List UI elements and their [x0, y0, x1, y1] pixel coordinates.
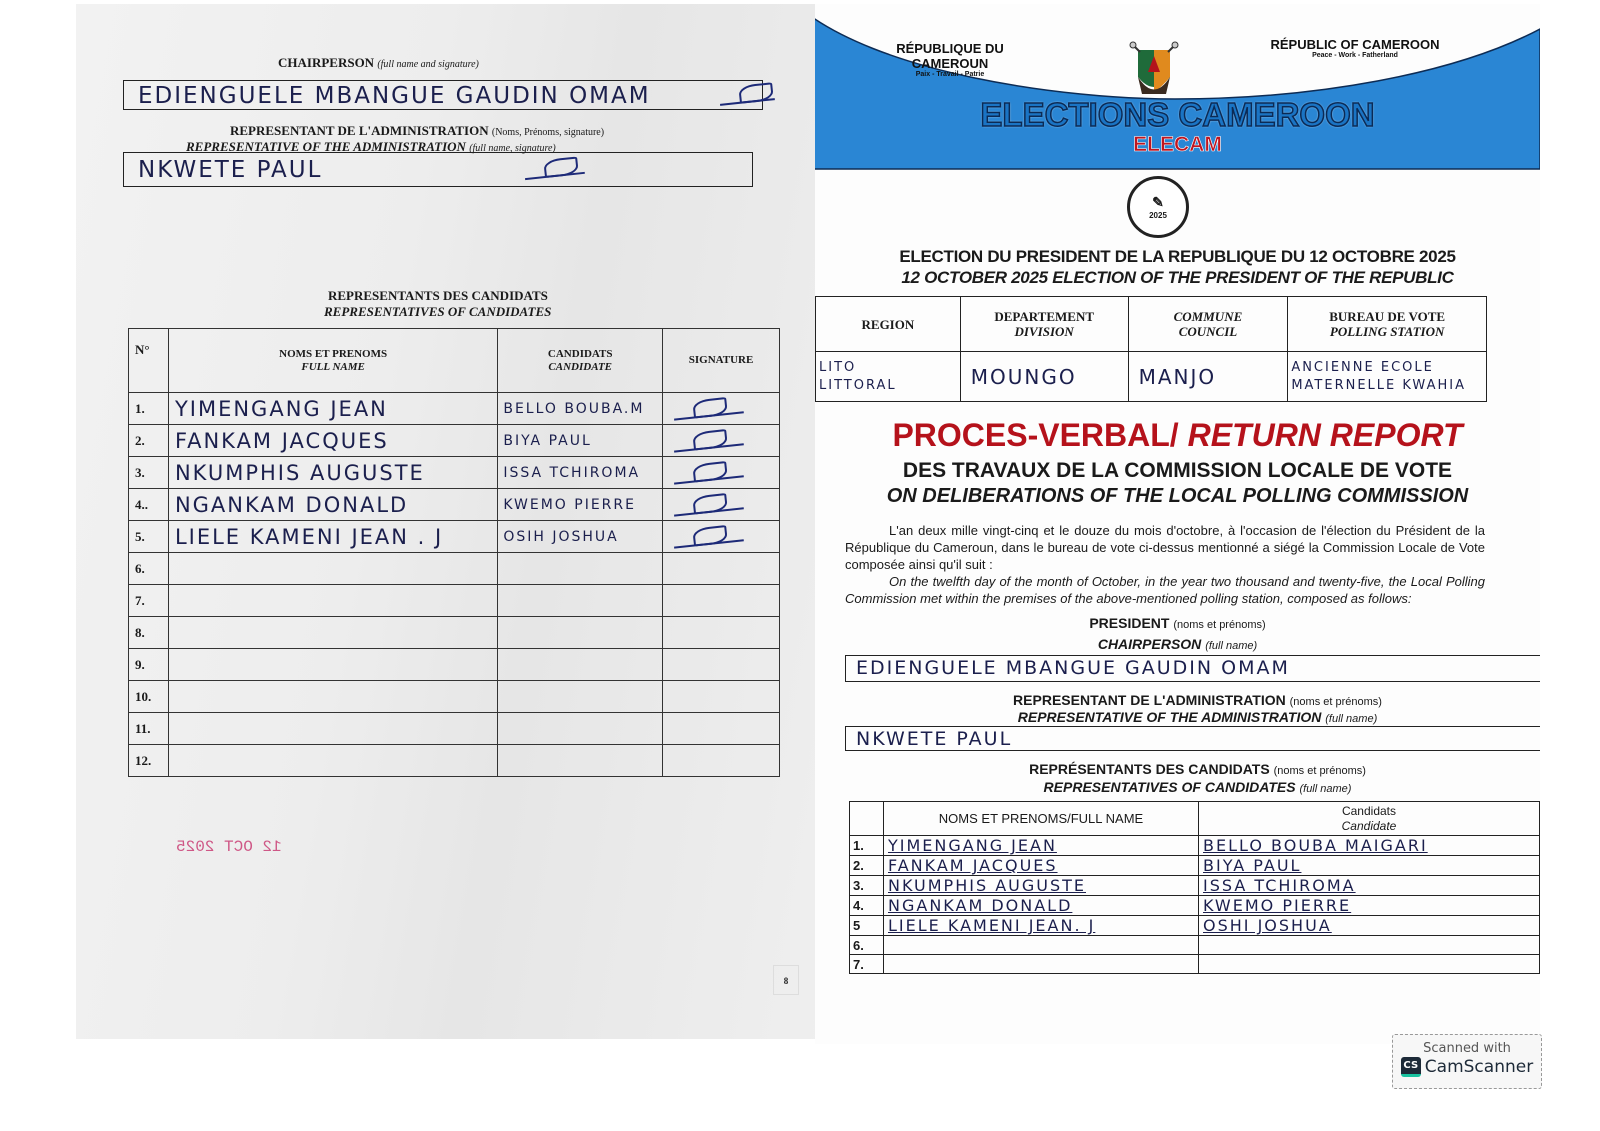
org-acronym: ELECAM — [1133, 133, 1222, 156]
header-name: NOMS ET PRENOMS FULL NAME — [168, 329, 497, 393]
signature-mark — [672, 489, 744, 516]
intro-fr: L'an deux mille vingt-cinq et le douze du mois d'octobre, à l'occasion de l'élection du Président de la République du Cameroun, dans le bureau de vote ci-dessus mentionné a siégé la Commission Locale de Vote composée ainsi qu'il suit : — [845, 523, 1485, 572]
president-label-fr: PRESIDENT (noms et prénoms) — [1089, 615, 1266, 631]
chairperson-label: CHAIRPERSON (full name and signature) — [278, 55, 479, 70]
rep-name: NGANKAM DONALD — [174, 492, 409, 517]
rep-name: NKUMPHIS AUGUSTE — [888, 876, 1086, 895]
candidates-reps-title-fr: REPRÉSENTANTS DES CANDIDATS (noms et prénoms) — [1029, 761, 1366, 777]
candidates-reps-table — [128, 328, 780, 777]
admin-rep-label-en: REPRESENTATIVE OF THE ADMINISTRATION (full name) — [1017, 709, 1378, 725]
table-row: 2. FANKAM JACQUES BIYA PAUL — [850, 856, 1540, 876]
candidates-reps-title-en: REPRESENTATIVES OF CANDIDATES — [324, 304, 552, 319]
admin-rep-field[interactable] — [123, 152, 753, 187]
report-subtitle-fr: DES TRAVAUX DE LA COMMISSION LOCALE DE VOTE — [902, 459, 1453, 482]
table-row: 8. — [129, 617, 780, 649]
candidate-name: ISSA TCHIROMA — [503, 464, 641, 481]
region-value: LITO LITTORAL — [816, 352, 961, 402]
rep-name: FANKAM JACQUES — [174, 428, 389, 453]
table-row: 1. YIMENGANG JEAN BELLO BOUBA MAIGARI — [850, 836, 1540, 856]
admin-rep-label-fr: REPRESENTANT DE L'ADMINISTRATION (Noms, Prénoms, signature) — [230, 123, 605, 138]
candidate-name: KWEMO PIERRE — [503, 496, 636, 513]
table-row: 5 LIELE KAMENI JEAN. J OSHI JOSHUA — [850, 916, 1540, 936]
signature-mark — [672, 425, 744, 452]
header-polling-station: BUREAU DE VOTE POLLING STATION — [1288, 297, 1487, 352]
camscanner-watermark: Scanned with CS CamScanner — [1392, 1034, 1542, 1089]
table-row: 3. NKUMPHIS AUGUSTE ISSA TCHIROMA — [129, 457, 780, 489]
rep-name: YIMENGANG JEAN — [174, 396, 388, 421]
table-row: 9. — [129, 649, 780, 681]
table-row — [816, 352, 1487, 402]
president-value: EDIENGUELE MBANGUE GAUDIN OMAM — [856, 657, 1290, 679]
admin-rep-value: NKWETE PAUL — [856, 728, 1013, 750]
admin-rep-label-fr: REPRESENTANT DE L'ADMINISTRATION (noms et prénoms) — [1013, 692, 1382, 708]
country-fr: RÉPUBLIQUE DU CAMEROUN Paix - Travail - Patrie — [896, 41, 1004, 78]
table-row: 2. FANKAM JACQUES BIYA PAUL — [129, 425, 780, 457]
president-field[interactable] — [845, 655, 1540, 682]
rep-name: YIMENGANG JEAN — [888, 836, 1057, 855]
header-signature: SIGNATURE — [663, 329, 780, 393]
table-row: 3. NKUMPHIS AUGUSTE ISSA TCHIROMA — [850, 876, 1540, 896]
table-row: 12. — [129, 745, 780, 777]
division-value: MOUNGO — [960, 352, 1128, 402]
header-division: DEPARTEMENT DIVISION — [960, 297, 1128, 352]
table-row: 6. — [129, 553, 780, 585]
candidates-reps-title-en: REPRESENTATIVES OF CANDIDATES (full name) — [1043, 779, 1352, 795]
report-subtitle-en: ON DELIBERATIONS OF THE LOCAL POLLING COMMISSION — [886, 485, 1469, 507]
candidate-name: BELLO BOUBA.M — [503, 400, 645, 417]
header-region: REGION — [816, 297, 961, 352]
rep-name: LIELE KAMENI JEAN . J — [174, 524, 444, 549]
signature-mark — [523, 154, 585, 180]
org-name: ELECTIONS CAMEROON — [980, 96, 1375, 133]
admin-rep-value: NKWETE PAUL — [138, 157, 323, 183]
country-en: RÉPUBLIC OF CAMEROON Peace - Work - Fatherland — [1270, 37, 1440, 59]
right-page — [815, 4, 1540, 1044]
table-row: 10. — [129, 681, 780, 713]
intro-en: On the twelfth day of the month of October, in the year two thousand and twenty-five, the Local Polling Commission met within the premises of the above-mentioned polling station, composed as follows: — [845, 574, 1485, 606]
chairperson-field[interactable] — [123, 80, 763, 110]
header-council: COMMUNE COUNCIL — [1128, 297, 1288, 352]
candidate-name: ISSA TCHIROMA — [1203, 876, 1356, 895]
election-title-en: 12 OCTOBER 2025 ELECTION OF THE PRESIDENT OF THE REPUBLIC — [901, 268, 1454, 287]
president-label-en: CHAIRPERSON (full name) — [1097, 636, 1258, 652]
rep-name: NGANKAM DONALD — [888, 896, 1073, 915]
table-row: 7. — [129, 585, 780, 617]
chairperson-value: EDIENGUELE MBANGUE GAUDIN OMAM — [138, 83, 651, 109]
header-name: NOMS ET PRENOMS/FULL NAME — [884, 802, 1199, 836]
candidates-reps-title-fr: REPRESENTANTS DES CANDIDATS — [328, 288, 548, 303]
header-candidate: CANDIDATS CANDIDATE — [498, 329, 663, 393]
election-title-fr: ELECTION DU PRESIDENT DE LA REPUBLIQUE DU 12 OCTOBRE 2025 — [899, 247, 1456, 266]
candidate-name: BELLO BOUBA MAIGARI — [1203, 836, 1428, 855]
report-title: PROCES-VERBAL/ RETURN REPORT — [892, 417, 1463, 453]
table-header-row — [850, 802, 1540, 836]
council-value: MANJO — [1128, 352, 1288, 402]
admin-rep-field[interactable] — [845, 726, 1540, 751]
admin-rep-label-en: REPRESENTATIVE OF THE ADMINISTRATION (full name, signature) — [186, 139, 556, 154]
polling-station-value: ANCIENNE ECOLE MATERNELLE KWAHIA — [1288, 352, 1487, 402]
rep-name: NKUMPHIS AUGUSTE — [174, 460, 425, 485]
intro-paragraph — [845, 522, 1485, 607]
rep-name: FANKAM JACQUES — [888, 856, 1058, 875]
camscanner-logo-icon: CS — [1401, 1057, 1421, 1077]
table-row: 4. NGANKAM DONALD KWEMO PIERRE — [850, 896, 1540, 916]
candidate-name: OSHI JOSHUA — [1203, 916, 1332, 935]
candidate-name: BIYA PAUL — [1203, 856, 1302, 875]
table-header-row — [816, 297, 1487, 352]
rep-name: LIELE KAMENI JEAN. J — [888, 916, 1096, 935]
header-candidate: Candidats Candidate — [1199, 802, 1540, 836]
table-row: 4.. NGANKAM DONALD KWEMO PIERRE — [129, 489, 780, 521]
signature-mark — [672, 393, 744, 420]
signature-mark — [672, 521, 744, 548]
table-row: 1. YIMENGANG JEAN BELLO BOUBA.M — [129, 393, 780, 425]
date-stamp: 12 OCT 2025 — [176, 838, 282, 856]
page-number: 8 — [773, 965, 799, 995]
table-header-row — [129, 329, 780, 393]
candidates-reps-table — [849, 801, 1540, 974]
table-row: 11. — [129, 713, 780, 745]
candidate-name: BIYA PAUL — [503, 432, 592, 449]
table-row: 5. LIELE KAMENI JEAN . J OSIH JOSHUA — [129, 521, 780, 553]
location-table — [815, 296, 1487, 402]
header-num: N° — [129, 329, 169, 393]
table-row: 7. — [850, 955, 1540, 974]
candidate-name: OSIH JOSHUA — [503, 528, 619, 545]
candidate-name: KWEMO PIERRE — [1203, 896, 1352, 915]
table-row: 6. — [850, 936, 1540, 955]
elecam-seal-icon: ✎ 2025 — [1127, 176, 1189, 238]
signature-mark — [672, 457, 744, 484]
